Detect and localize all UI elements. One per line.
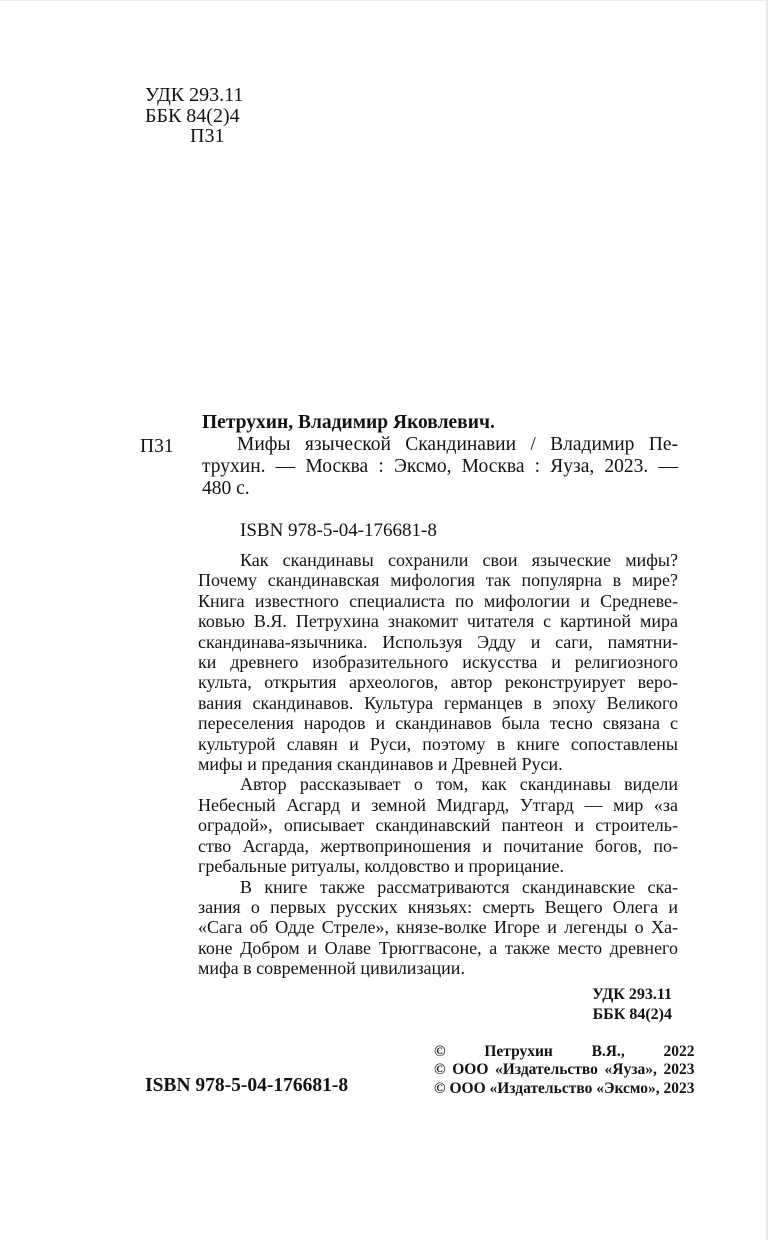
bbk-code-top: ББК 84(2)4 <box>145 104 240 127</box>
bbk-code-bottom: ББК 84(2)4 <box>592 1005 672 1023</box>
bib-description-line: 480 с. <box>202 478 250 499</box>
bibliographic-record <box>140 412 678 500</box>
annotation-line: гребальные ритуалы, колдовство и прорицание. <box>198 856 564 877</box>
copyright-line: © ООО «Издательство «Эксмо», 2023 <box>434 1079 695 1097</box>
bottom-classification-block <box>592 985 672 1024</box>
udk-code-top: УДК 293.11 <box>145 84 244 106</box>
copyright-line: © Петрухин В.Я., 2022 <box>434 1043 695 1060</box>
annotation-line: культа, открытия археологов, автор реконструирует веро- <box>198 672 678 693</box>
annotation-line: коне Добром и Олаве Трюггвасоне, а также место древнего <box>198 937 678 958</box>
annotation-line: Книга известного специалиста по мифологии и Средневе- <box>198 590 678 611</box>
author-sign-top: П31 <box>190 125 225 147</box>
annotation-line: мифы и предания скандинавов и Древней Руси. <box>198 754 563 775</box>
isbn-line: ISBN 978-5-04-176681-8 <box>240 520 437 541</box>
annotation-line: культурой славян и Руси, поэтому в книге сопоставлены <box>198 733 678 754</box>
bib-author-heading: Петрухин, Владимир Яковлевич. <box>202 412 495 433</box>
annotation-line: ковью В.Я. Петрухина знакомит читателя с картиной мира <box>198 611 678 632</box>
bib-description-line: трухин. — Москва : Эксмо, Москва : Яуза, 2023. — <box>202 456 678 477</box>
bib-description-line: Мифы языческой Скандинавии / Владимир Пе- <box>237 434 678 455</box>
copyright-line: © ООО «Издательство «Яуза», 2023 <box>434 1061 695 1079</box>
annotation-line: переселения народов и скандинавов была тесно связана с <box>198 713 678 734</box>
annotation-block <box>198 550 678 979</box>
annotation-line: зания о первых русских князьях: смерть Вещего Олега и <box>198 896 678 917</box>
author-sign-margin: П31 <box>140 436 174 457</box>
udk-code-bottom: УДК 293.11 <box>592 986 672 1003</box>
annotation-line: Небесный Асгард и земной Мидгард, Утгард — мир «за <box>198 794 678 815</box>
annotation-line: В книге также рассматриваются скандинавские ска- <box>240 876 678 897</box>
bibliographic-body <box>202 412 678 500</box>
copyright-block <box>434 1043 695 1098</box>
annotation-line: «Сага об Одде Стреле», князе-волке Игоре и легенды о Ха- <box>198 917 678 938</box>
annotation-paragraph <box>198 877 678 979</box>
annotation-line: ки древнего изобразительного искусства и религиозного <box>198 652 678 673</box>
annotation-paragraph <box>198 774 678 876</box>
annotation-line: скандинава-язычника. Используя Эдду и саги, памятни- <box>198 631 678 652</box>
annotation-line: Автор рассказывает о том, как скандинавы видели <box>240 774 678 795</box>
top-classification-block <box>145 85 243 147</box>
isbn-bottom: ISBN 978-5-04-176681-8 <box>145 1075 349 1096</box>
annotation-line: Почему скандинавская мифология так популярна в мире? <box>198 570 678 591</box>
bib-description <box>202 434 678 500</box>
annotation-line: оградой», описывает скандинавский пантеон и строитель- <box>198 815 678 836</box>
annotation-line: ство Асгарда, жертвоприношения и почитание богов, по- <box>198 835 678 856</box>
annotation-line: Как скандинавы сохранили свои языческие мифы? <box>240 550 678 570</box>
annotation-line: мифа в современной цивилизации. <box>198 958 465 979</box>
annotation-paragraph <box>198 550 678 774</box>
annotation-line: вания скандинавов. Культура германцев в эпоху Великого <box>198 692 678 713</box>
